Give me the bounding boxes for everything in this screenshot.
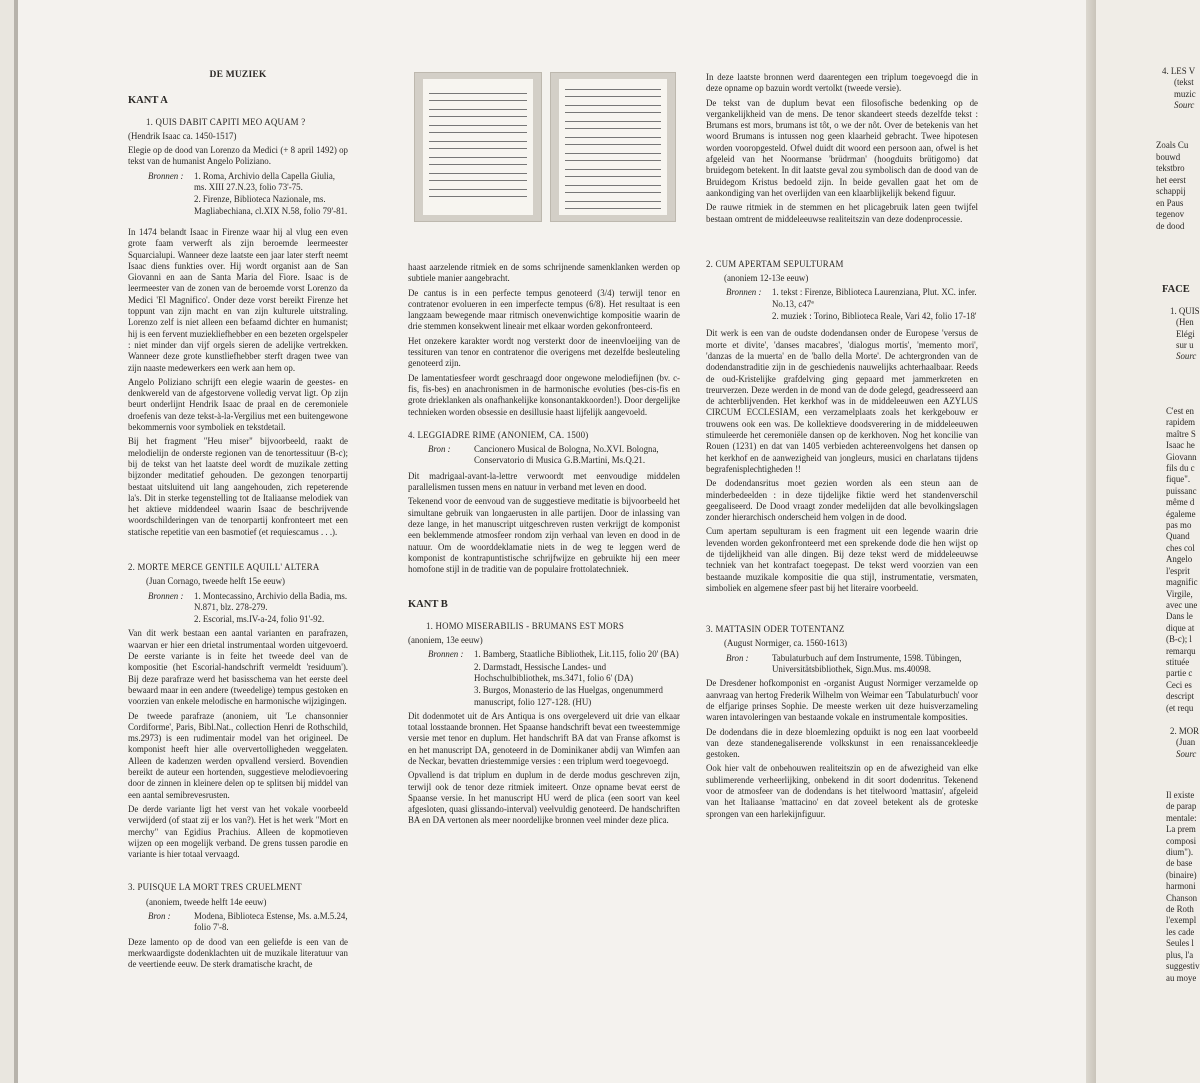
paragraph: Dit madrigaal-avant-la-lettre verwoordt met eenvoudige middelen parallelismen tussen mens en natuur in verband met leven en dood. (408, 470, 680, 493)
text-line: descript (1166, 691, 1195, 702)
source-label: Bronnen : (148, 590, 184, 601)
text-line: l'exempl (1166, 915, 1197, 926)
paragraph: Angelo Poliziano schrijft een elegie waarin de geestes- en denkwereld van de afgestorvene volledig vervat ligt. Op zijn beurt onderlijnt Hendrik Isaac de praal en de ceremoniele droefenis van deze tekst-à-la-Vergilius met een buitengewone bekommernis voor symboliek en tekstdetail. (128, 376, 348, 433)
manuscript-photo-left (414, 72, 542, 222)
source-entry (726, 287, 978, 310)
section-title: 2. MORTE MERCE GENTILE AQUILL' ALTERA (128, 561, 320, 572)
text-line: les cade (1166, 926, 1195, 937)
source-text: 1. Montecassino, Archivio della Badia, ms. N.871, blz. 278-279. (194, 590, 348, 612)
text-line: muzic (1174, 88, 1196, 99)
text-line: dique at (1166, 622, 1195, 633)
text-line: Sourc (1176, 748, 1197, 759)
text-line: de parap (1166, 801, 1197, 812)
section-title: 4. LEGGIADRE RIME (ANONIEM, CA. 1500) (408, 429, 589, 440)
paragraph: Het onzekere karakter wordt nog versterkt door de ineenvloeijing van de tessituren van tenor en contratenor die overigens met dezelfde besleuteling genoteerd zijn. (408, 335, 680, 369)
source-entry (726, 311, 978, 322)
text-line: dium"). (1166, 847, 1194, 858)
text-line: Ceci es (1166, 679, 1192, 690)
text-line: (binaire) (1166, 869, 1197, 880)
source-entry (148, 194, 348, 217)
source-text: 1. tekst : Firenze, Biblioteca Laurenziana, Plut. XC. infer. No.13, c47ª (772, 287, 977, 309)
text-line: Chanson (1166, 892, 1198, 903)
text-line: en Paus (1156, 197, 1184, 208)
face-heading: FACE (1162, 284, 1190, 295)
paragraph: Cum apertam sepulturam is een fragment uit een legende waarin drie levenden worden gekonfronteerd met een sprekende dode die hen wijst op de tijdelijkheid van alle dingen. Bij deze tekst werd de middeleeuwse techniek van het kontrafact toegepast. De tekst werd voorzien van een bestaande muzikale kompositie die qua stijl, instrumentatie, versmaten, simboliek en algemene sfeer past bij het literaire voorbeeld. (706, 526, 978, 593)
text-line: Virgile, (1166, 588, 1193, 599)
section-title: 2. CUM APERTAM SEPULTURAM (706, 258, 844, 269)
text-line: remarqu (1166, 645, 1196, 656)
text-line: (et requ (1166, 702, 1194, 713)
paragraph: Tekenend voor de eenvoud van de suggestieve meditatie is bijvoorbeeld het simultane gebruik van longaerusten in alle partijen. Door de inlassing van deze lange, in het manuscript uitgeschreven rusten verkrijgt de komponist een beklemmende atmosfeer rondom zijn verhaal van leven en dood in de natuur. Om de woorddeklamatie niets in de weg te leggen werd de komponist de kontrapuntistische schrijfwijze en gebruikte hij een meer homofone stijl in de traditie van de populaire frottolatechniek. (408, 496, 680, 575)
text-line: Angelo (1166, 554, 1193, 565)
text-line: même d (1166, 497, 1195, 508)
source-text: Modena, Biblioteca Estense, Ms. a.M.5.24, folio 7'-8. (194, 911, 348, 933)
paragraph: De derde variante ligt het verst van het vokale voorbeeld verwijderd (of staat zij er los van?). Het is het werk "Mort en merchy" van Egidius Prachius. Alleen de kopmotieven wijzen op een mogelijk verband. De grens tussen parodie en variante is hier totaal vervaagd. (128, 803, 348, 860)
text-line: La prem (1166, 824, 1196, 835)
column-3 (706, 72, 978, 823)
composer: (August Normiger, ca. 1560-1613) (724, 638, 848, 649)
page-title: DE MUZIEK (209, 70, 267, 80)
text-line: au moye (1166, 972, 1197, 983)
text-line: het eerst (1156, 174, 1186, 185)
paragraph: Deze lamento op de dood van een geliefde is een van de merkwaardigste dodenklachten uit de muzikale literatuur van de veertiende eeuw. De sterk dramatische kracht, de (128, 936, 348, 970)
paragraph: De tweede parafraze (anoniem, uit 'Le chansonnier Cordiforme', Paris, Bibl.Nat., collection Henri de Rothschild, ms.2973) is een rudimentair model van het origineel. De komponist heeft hier alle oververtolligheden weggelaten. Alleen de kadenzen werden opvallend versierd. Bovendien bereikt de auteur een hortenden, suggestieve melodievoering door de zinnen in kleinere delen op te splitsen bij middel van een aantal semibrevesrusten. (128, 710, 348, 800)
paragraph: De Dresdener hofkomponist en -organist August Normiger verzamelde op aanvraag van hertog Frederik Wilhelm von Weimar een 'Tabulaturbuch' voor de elfjarige prinses Sophie. De meeste werken uit deze huisverzameling waren intavoleringen van bestaande vokale en instrumentale komposities. (706, 678, 979, 723)
source-text: 1. Roma, Archivio della Capella Giulia, ms. XIII 27.N.23, folio 73'-75. (194, 170, 335, 193)
text-line: puissanc (1166, 485, 1197, 496)
composer: (anoniem, 13e eeuw) (408, 635, 483, 646)
paragraph: De cantus is in een perfecte tempus genoteerd (3/4) terwijl tenor en contratenor evolueren in een imperfecte tempus (6/8). Het resultaat is een langzaam bewegende maar ritmisch onevenwichtige kompositie waarin de drie stemmen konsekwent lineair met elkaar worden gekonfronteerd. (408, 287, 680, 332)
text-line: fique". (1166, 474, 1191, 485)
text-line: magnific (1166, 577, 1198, 588)
text-line: schappij (1156, 186, 1186, 196)
text-line: ches col (1166, 542, 1195, 553)
text-line: sur u (1176, 339, 1194, 350)
right-page-fragment (1096, 0, 1200, 1083)
right-paragraph-zoals (1156, 140, 1200, 232)
source-entry (428, 662, 680, 685)
text-line: composi (1166, 835, 1197, 846)
text-line: harmoni (1166, 881, 1196, 892)
source-label: Bronnen : (148, 170, 184, 181)
paragraph: De tekst van de duplum bevat een filosofische bedenking op de vergankelijkheid van de mens. De tenor skandeert steeds dezelfde tekst : Brumans est mors, brumans ist tôt, o we der nôt. Over de betekenis van het woord Brumans is intussen nog geen klaarheid gebracht. Twee hipotesen worden vooropgesteld. Ofwel duidt dit woord een persoon aan, ofwel is het afgeleid van het Noormanse 'brüdrman' (hoogduits brütigomo) dat bruidegom betekent. In dit laatste geval zou symbolisch dan de dood van de Bruidegom Kristus bedoeld zijn. In beide gevallen gaat het om de aankondiging van het overlijden van een klaarblijkelijk bekend figuur. (706, 97, 978, 198)
source-text: 2. muziek : Torino, Biblioteca Reale, Vari 42, folio 17-18' (772, 311, 977, 322)
text-line: stituée (1166, 656, 1190, 667)
section-title: 1. QUIS DABIT CAPITI MEO AQUAM ? (146, 116, 306, 127)
paragraph: Ook hier valt de onbehouwen realiteitszin op en de afwezigheid van elke sublimerende verheerlijking, onbekend in dit soort dodenritus. Tekenend voor de atmosfeer van de dodendans is het titelwoord 'mattasin', afgeleid van het Italiaanse 'mattacino' en dat zoveel betekent als de groteske sprongen van een harlekijnfiguur. (706, 763, 978, 819)
source-entry (428, 649, 680, 660)
paragraph: Bij het fragment "Heu miser" bijvoorbeeld, raakt de melodielijn de onderste regionen van de tenortessituur (B-c); bij de tekst van het laatste deel wordt de muzikale zetting bijzonder meditatief gehouden. De gezongen tenorpartij bestaat uitsluitend uit lang aangehouden, zich repeterende la's. Dit in sterke tegenstelling tot de Italiaanse melodiek van het aktieve middendeel waarin Isaac de beschrijvende woordschilderingen van de tenorpartij konfronteert met een statische repetitie van een basmotief (et requiescamus . . .). (128, 436, 348, 537)
paragraph: In 1474 belandt Isaac in Firenze waar hij al vlug een even grote faam verwerft als zijn beroemde leermeester Squarcialupi. Wanneer deze laatste een jaar later sterft neemt Isaac diens funkties over. Hij wordt organist aan de San Giovanni en aan de Santa Maria del Fiore. Isaac is de leermeester van de zonen van de beroemde vorst Lorenzo da Medici 'El Magnifico'. Onder deze vorst bereikt Firenze het toppunt van zijn macht en van zijn kulturele uitstraling. Lorenzo zelf is niet alleen een befaamd dichter en humanist; hij is een fervent muziekliefhebber en een bezeten orgelspeler : niet minder dan vijf orgels sieren de adelijke vertrekken. Wanneer deze grote kunstliefhebber sterft dragen twee van zijn naaste medewerkers een werk aan hem op. (128, 226, 348, 373)
source-text: 3. Burgos, Monasterio de las Huelgas, ongenummerd manuscript, folio 127'-128. (HU) (474, 685, 663, 707)
text-line: (B-c); l (1166, 634, 1192, 645)
text-line: plus, l'a (1166, 949, 1194, 960)
text-line: de dood (1156, 220, 1185, 231)
text-line: de Roth (1166, 904, 1194, 915)
paragraph: De dodendans die in deze bloemlezing opduikt is nog een laat voorbeeld van deze standenegaliserende volkskunst in een renaissancekleedje gestoken. (706, 726, 978, 760)
text-line: de base (1166, 858, 1193, 869)
text-line: (tekst (1174, 77, 1194, 88)
right-section-mor (1170, 726, 1200, 760)
text-line: Seules l (1166, 938, 1194, 949)
column-2 (408, 262, 680, 830)
text-line: Quand (1166, 531, 1190, 542)
section-title: 1. HOMO MISERABILIS - BRUMANS EST MORS (426, 620, 625, 631)
text-line: mentale: (1166, 812, 1197, 823)
paragraph: De dodendansritus moet gezien worden als een steun aan de minderbedeelden : in deze tijdelijke fiktie werd het standenverschil geegaliseerd. De Dood vraagt zonder medelijden dat alle bevolkingslagen zonder hierarchisch onderscheid hem volgen in de dood. (706, 478, 978, 523)
text-line: Sourc (1174, 99, 1195, 110)
source-label: Bronnen : (726, 287, 762, 298)
left-page (18, 0, 1088, 1083)
kant-a-heading: KANT A (128, 95, 168, 107)
source-text: 2. Firenze, Biblioteca Nazionale, ms. Magliabechiana, cl.XIX N.58, folio 79'-81. (194, 194, 348, 216)
source-entry (148, 911, 348, 934)
text-line: (Juan (1176, 737, 1196, 748)
text-line: suggestiv (1166, 961, 1200, 972)
text-line: maître S (1166, 428, 1196, 439)
source-entry (428, 685, 680, 708)
source-entry (148, 171, 348, 194)
paragraph: Opvallend is dat triplum en duplum in de derde modus geschreven zijn, terwijl ook de tenor deze ritmiek imiteert. Onze opname bevat eerst de Spaanse versie. In het manuscript HU werd de plica (een soort van keel afgesloten, quasi glissando-interval) veelvuldig genoteerd. De handschriften BA en DA vertonen als meer noordelijke bronnen veel minder deze plica. (408, 770, 680, 826)
paragraph: Van dit werk bestaan een aantal varianten en parafrazen, waarvan er hier een drietal instrumentaal worden uitgevoerd. De eerste variante is in feite het tweede deel van de kompositie (het Escorial-handschrift vermeldt 'residuum'). Bij deze parafraze werd het basisschema van het eerste deel bewaard maar in een andere (tweedelige) tempus gestoken en voorzien van enkele melodische en harmonische wijzigingen. (128, 628, 348, 707)
text-line: Dans le (1166, 611, 1193, 622)
source-label: Bron : (148, 911, 171, 921)
text-line: égaleme (1166, 508, 1196, 519)
composer: (Hendrik Isaac ca. 1450-1517) (128, 130, 237, 141)
source-label: Bronnen : (428, 649, 464, 660)
section-title: 1. QUIS (1170, 306, 1200, 316)
paragraph: haast aarzelende ritmiek en de soms schrijnende samenklanken werden op subtiele manier aangebracht. (408, 262, 680, 284)
source-text: 1. Bamberg, Staatliche Bibliothek, Lit.115, folio 20' (BA) (474, 649, 679, 660)
text-line: l'esprit (1166, 565, 1190, 576)
composer: (anoniem 12-13e eeuw) (724, 273, 809, 284)
paragraph: In deze laatste bronnen werd daarentegen een triplum toegevoegd die in deze opname op bazuin wordt vertolkt (tweede versie). (706, 72, 978, 94)
text-line: Isaac he (1166, 440, 1195, 451)
text-line: pas mo (1166, 520, 1192, 531)
source-label: Bron : (726, 652, 749, 663)
source-entry (148, 591, 348, 614)
right-section-quis (1170, 306, 1200, 362)
text-line: C'est en (1166, 406, 1194, 416)
text-line: avec une (1166, 599, 1198, 610)
source-text: 2. Escorial, ms.IV-a-24, folio 91'-92. (194, 614, 325, 625)
text-line: tekstbro (1156, 163, 1185, 173)
text-line: Il existe (1166, 790, 1195, 800)
text-line: Elégi (1176, 328, 1195, 339)
source-text: Cancionero Musical de Bologna, No.XVI. Bologna, Conservatorio di Musica G.B.Martini, Ms.Q.21. (474, 444, 659, 466)
paragraph: Dit dodenmotet uit de Ars Antiqua is ons overgeleverd uit drie van elkaar totaal losstaande bronnen. Het Spaanse handschrift bevat een tweestemmige versie met tenor en duplum. Het handschrift BA dat van Franse afkomst is en het manuscript DA, genoteerd in de Dominikaner abdij van Wimfen aan de Neckar, bevatten driestemmige versies : een triplum werd toegevoegd. (408, 710, 680, 766)
paragraph: De rauwe ritmiek in de stemmen en het plicagebruik laten geen twijfel bestaan omtrent de middeleeuwse realiteitszin van deze dodenprocessie. (706, 202, 978, 224)
text-line: Zoals Cu (1156, 140, 1189, 150)
text-line: partie c (1166, 668, 1193, 679)
section-title: 2. MOR (1170, 726, 1200, 736)
description: Elegie op de dood van Lorenzo da Medici (+ 8 april 1492) op tekst van de humanist Angelo Poliziano. (128, 145, 348, 167)
right-paragraph-il-existe (1166, 790, 1200, 984)
source-entry (428, 444, 680, 467)
text-line: tegenov (1156, 209, 1185, 219)
section-title: 4. LES V (1162, 66, 1196, 76)
paragraph: Dit werk is een van de oudste dodendansen onder de Europese 'versus de morte et divite', 'danses macabres', 'dialogus mortis', 'memento mori', 'danzas de la muerta' en de 'ballo della Morte'. De achtergronden van de dodendanstraditie zijn in de geschiedenis nauwelijks achterhaalbaar. Reeds de oud-Kristelijke grafdelving ging gepaard met jammerkreten en treurverzen. Deze werden in de mond van de dode gelegd, geadresseerd aan de achterblijvenden. Het kerkhof was in de middeleeuwen een AZYLUS CIRCUM ECCLESIAM, een verzamelplaats zoals het kerkgebouw er trouwens ook een was. De kollektieve doodsverering in de middeleeuwen stimuleerde het ceremoniële dansen op de kerkhoven. Nog het koncilie van Rouen (1231) en dat van 1405 verbieden achtereenvolgens het dansen op het kerkhof en de aanwezigheid van jongleurs, musici en charlatans tijdens begrafenisplechtigheden !! (706, 328, 978, 474)
manuscript-photo-right (550, 72, 676, 222)
source-text: Tabulaturbuch auf dem Instrumente, 1598. Tübingen, Universitätsbibliothek, Sign.Mus. ms.40098. (772, 652, 962, 675)
source-label: Bron : (428, 444, 451, 455)
column-1 (128, 70, 348, 973)
text-line: fils du c (1166, 463, 1195, 474)
text-line: bouwd (1156, 151, 1181, 162)
paragraph: De lamentatiesfeer wordt geschraagd door ongewone melodiefijnen (bv. c-fis, fis-bes) en anachronismen in de harmonische evoluties (bes-cis-fis en grote drieklanken als onafhankelijke konsonantakkoorden!). Door dergelijke technieken worden obsessie en desillusie haast lijfelijk aangevoeld. (408, 372, 680, 417)
text-line: Sourc (1176, 351, 1197, 362)
section-title: 3. MATTASIN ODER TOTENTANZ (706, 624, 845, 635)
source-text: 2. Darmstadt, Hessische Landes- und Hochschulbibliothek, ms.3471, folio 6' (DA) (474, 661, 634, 683)
text-line: Giovann (1166, 451, 1197, 462)
source-entry (726, 653, 978, 676)
right-section-les (1162, 66, 1200, 111)
right-paragraph-cest (1166, 406, 1200, 714)
spine-binding (1086, 0, 1096, 1083)
composer: (Juan Cornago, tweede helft 15e eeuw) (146, 576, 285, 587)
composer: (anoniem, tweede helft 14e eeuw) (146, 896, 267, 907)
source-entry (148, 614, 348, 625)
text-line: (Hen (1176, 317, 1194, 328)
text-line: rapidem (1166, 417, 1196, 428)
kant-b-heading: KANT B (408, 599, 448, 611)
section-title: 3. PUISQUE LA MORT TRES CRUELMENT (128, 882, 302, 893)
